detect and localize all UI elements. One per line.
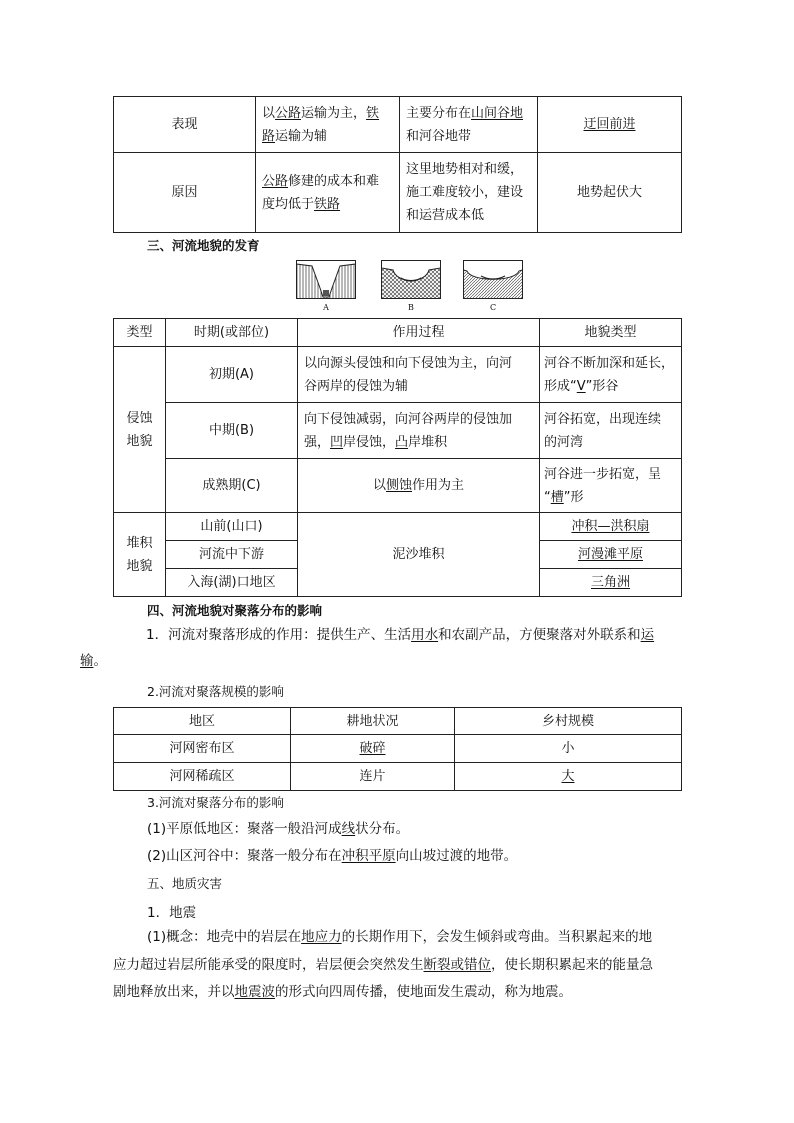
table-header-row xyxy=(114,319,682,347)
paragraph-text: (2)山区河谷中：聚落一般分布在 xyxy=(147,848,342,864)
underlined-answer: 破碎 xyxy=(359,741,386,756)
cell-text: 河谷进一步拓宽，呈 xyxy=(544,466,662,482)
erosion-landform-label xyxy=(114,347,166,513)
river-landform-table xyxy=(113,318,682,597)
column-header: 作用过程 xyxy=(298,319,540,347)
transport-table xyxy=(113,96,682,233)
table-cell: 成熟期(C) xyxy=(166,459,298,513)
row-label-performance: 表现 xyxy=(114,97,256,153)
cell-text: 这里地势相对和缓， xyxy=(406,162,524,177)
underlined-answer: 冲积平原 xyxy=(341,848,396,864)
settlement-scale-table xyxy=(113,707,682,791)
table-cell: 地势起伏大 xyxy=(538,153,682,233)
table-cell xyxy=(298,459,540,513)
underlined-answer: 用水 xyxy=(411,627,439,643)
underlined-answer: 铁路 xyxy=(314,196,341,212)
table-cell xyxy=(455,763,682,791)
table-row xyxy=(114,153,682,233)
table-header-row xyxy=(114,708,682,735)
paragraph-text: 和农副产品，方便聚落对外联系和 xyxy=(438,627,641,643)
valley-diagram-a xyxy=(296,260,356,302)
paragraph-text: 的长期作用下，会发生倾斜或弯曲。当积累起来的地 xyxy=(341,929,653,945)
underlined-answer: 凹 xyxy=(330,434,344,450)
paragraph-text: (1)平原低地区：聚落一般沿河成 xyxy=(147,821,342,837)
cell-text: 地貌 xyxy=(126,433,153,449)
row-label-reason: 原因 xyxy=(114,153,256,233)
underlined-answer: V xyxy=(576,378,586,394)
table-row xyxy=(114,347,682,403)
table-cell xyxy=(540,569,682,597)
underlined-answer: 三角洲 xyxy=(590,575,630,590)
section-4-heading: 四、河流地貌对聚落分布的影响 xyxy=(147,603,323,618)
table-cell xyxy=(400,153,538,233)
table-cell: 入海(湖)口地区 xyxy=(166,569,298,597)
cell-text: 地貌 xyxy=(126,558,153,574)
table-cell xyxy=(540,513,682,541)
cell-text: 河谷不断加深和延长， xyxy=(544,355,675,371)
valley-diagram-b xyxy=(381,260,441,302)
underlined-answer: 凸 xyxy=(395,434,409,450)
cell-text: 修建的成本和难 xyxy=(288,173,380,189)
underlined-answer: 断裂或错位 xyxy=(423,957,491,973)
section-5-heading: 五、地质灾害 xyxy=(147,876,223,891)
paragraph-text: (1)概念：地壳中的岩层在 xyxy=(147,929,302,945)
diagram-label-a: A xyxy=(323,303,329,312)
cell-text: 运输为主， xyxy=(301,105,367,121)
underlined-answer: 山间谷地 xyxy=(471,105,524,121)
table-row xyxy=(114,97,682,153)
column-header: 乡村规模 xyxy=(455,708,682,735)
cell-text: 度均低于 xyxy=(262,196,315,212)
table-cell: 中期(B) xyxy=(166,403,298,459)
cell-text: 施工难度较小，建设 xyxy=(406,185,524,200)
cell-text: 侵蚀 xyxy=(126,410,153,426)
cell-text: “ xyxy=(544,489,551,505)
underlined-answer: 冲积—洪积扇 xyxy=(571,519,650,534)
cell-text: 以 xyxy=(262,105,276,121)
cell-text: 河谷拓宽，出现连续 xyxy=(544,411,662,427)
underlined-answer: 输 xyxy=(80,653,94,669)
paragraph-text: ，使长期积累起来的能量急 xyxy=(491,957,653,973)
cell-text: 强， xyxy=(304,434,331,450)
table-cell: 小 xyxy=(455,735,682,763)
paragraph xyxy=(113,979,713,1005)
subheading: 2.河流对聚落规模的影响 xyxy=(147,684,284,699)
cell-text: 作用为主 xyxy=(412,478,465,493)
underlined-answer: 公路 xyxy=(262,173,289,189)
cell-text: 堆积 xyxy=(126,535,153,551)
table-row xyxy=(114,403,682,459)
table-cell: 连片 xyxy=(291,763,455,791)
table-cell xyxy=(400,97,538,153)
table-cell xyxy=(540,403,682,459)
underlined-answer: 线 xyxy=(341,821,356,837)
cell-text: 以向源头侵蚀和向下侵蚀为主，向河 xyxy=(304,355,513,371)
table-cell: 河流中下游 xyxy=(166,541,298,569)
table-cell xyxy=(256,97,400,153)
diagram-label-b: B xyxy=(408,303,414,312)
cell-text: 形成“ xyxy=(544,378,577,394)
column-header: 时期(或部位) xyxy=(166,319,298,347)
paragraph xyxy=(80,622,681,674)
underlined-answer: 大 xyxy=(561,769,575,784)
table-row xyxy=(114,763,682,791)
paragraph-text: 状分布。 xyxy=(355,821,410,837)
diagram-label-c: C xyxy=(489,303,497,312)
table-cell xyxy=(298,403,540,459)
cell-text: 岸堆积 xyxy=(408,434,448,450)
table-cell xyxy=(540,541,682,569)
table-cell: 初期(A) xyxy=(166,347,298,403)
underlined-answer: 路 xyxy=(262,128,276,144)
cell-text: ”形谷 xyxy=(585,378,619,394)
paragraph-text: 。 xyxy=(93,653,107,669)
underlined-answer: 槽 xyxy=(550,489,564,505)
column-header: 类型 xyxy=(114,319,166,347)
cell-text: 和河谷地带 xyxy=(406,128,472,144)
table-row xyxy=(114,459,682,513)
paragraph-text: 剧地释放出来，并以 xyxy=(113,984,235,1000)
column-header: 地区 xyxy=(114,708,291,735)
cell-text: 向下侵蚀减弱，向河谷两岸的侵蚀加 xyxy=(304,411,513,427)
subheading: 3.河流对聚落分布的影响 xyxy=(147,795,284,810)
column-header: 地貌类型 xyxy=(540,319,682,347)
underlined-answer: 地震波 xyxy=(234,984,275,1000)
paragraph xyxy=(147,924,707,950)
deposition-landform-label xyxy=(114,513,166,597)
underlined-answer: 公路 xyxy=(275,105,302,121)
cell-text: 主要分布在 xyxy=(406,105,472,121)
table-row xyxy=(114,735,682,763)
cell-text: 的河湾 xyxy=(544,434,584,450)
paragraph-text: 的形式向四周传播，使地面发生震动，称为地震。 xyxy=(275,984,572,1000)
cell-text: 以 xyxy=(372,478,386,493)
valley-diagram-c xyxy=(463,260,523,302)
table-cell xyxy=(291,735,455,763)
table-cell xyxy=(538,97,682,153)
cell-text: 岸侵蚀， xyxy=(343,434,396,450)
table-cell: 泥沙堆积 xyxy=(298,513,540,597)
table-cell: 河网稀疏区 xyxy=(114,763,291,791)
underlined-answer: 铁 xyxy=(366,105,380,121)
underlined-answer: 侧蚀 xyxy=(385,478,412,493)
section-3-heading: 三、河流地貌的发育 xyxy=(147,238,260,253)
cell-text: 和运营成本低 xyxy=(406,208,485,223)
table-cell xyxy=(540,347,682,403)
subheading: 1．地震 xyxy=(147,905,197,921)
paragraph-text: 向山坡过渡的地带。 xyxy=(395,848,518,864)
underlined-answer: 运 xyxy=(640,627,655,643)
table-cell: 河网密布区 xyxy=(114,735,291,763)
table-cell: 山前(山口) xyxy=(166,513,298,541)
paragraph-text: 1．河流对聚落形成的作用：提供生产、生活 xyxy=(146,627,412,643)
paragraph xyxy=(147,843,517,869)
paragraph-text: 应力超过岩层所能承受的限度时，岩层便会突然发生 xyxy=(113,957,424,973)
table-cell xyxy=(256,153,400,233)
table-cell xyxy=(298,347,540,403)
cell-text: 运输为辅 xyxy=(275,128,328,144)
paragraph xyxy=(147,816,409,842)
underlined-answer: 河漫滩平原 xyxy=(577,547,643,562)
table-row xyxy=(114,513,682,541)
column-header: 耕地状况 xyxy=(291,708,455,735)
underlined-answer: 迂回前进 xyxy=(583,117,636,132)
cell-text: 谷两岸的侵蚀为辅 xyxy=(304,378,409,394)
table-cell xyxy=(540,459,682,513)
paragraph xyxy=(113,952,713,978)
underlined-answer: 地应力 xyxy=(301,929,342,945)
cell-text: ”形 xyxy=(563,489,584,505)
